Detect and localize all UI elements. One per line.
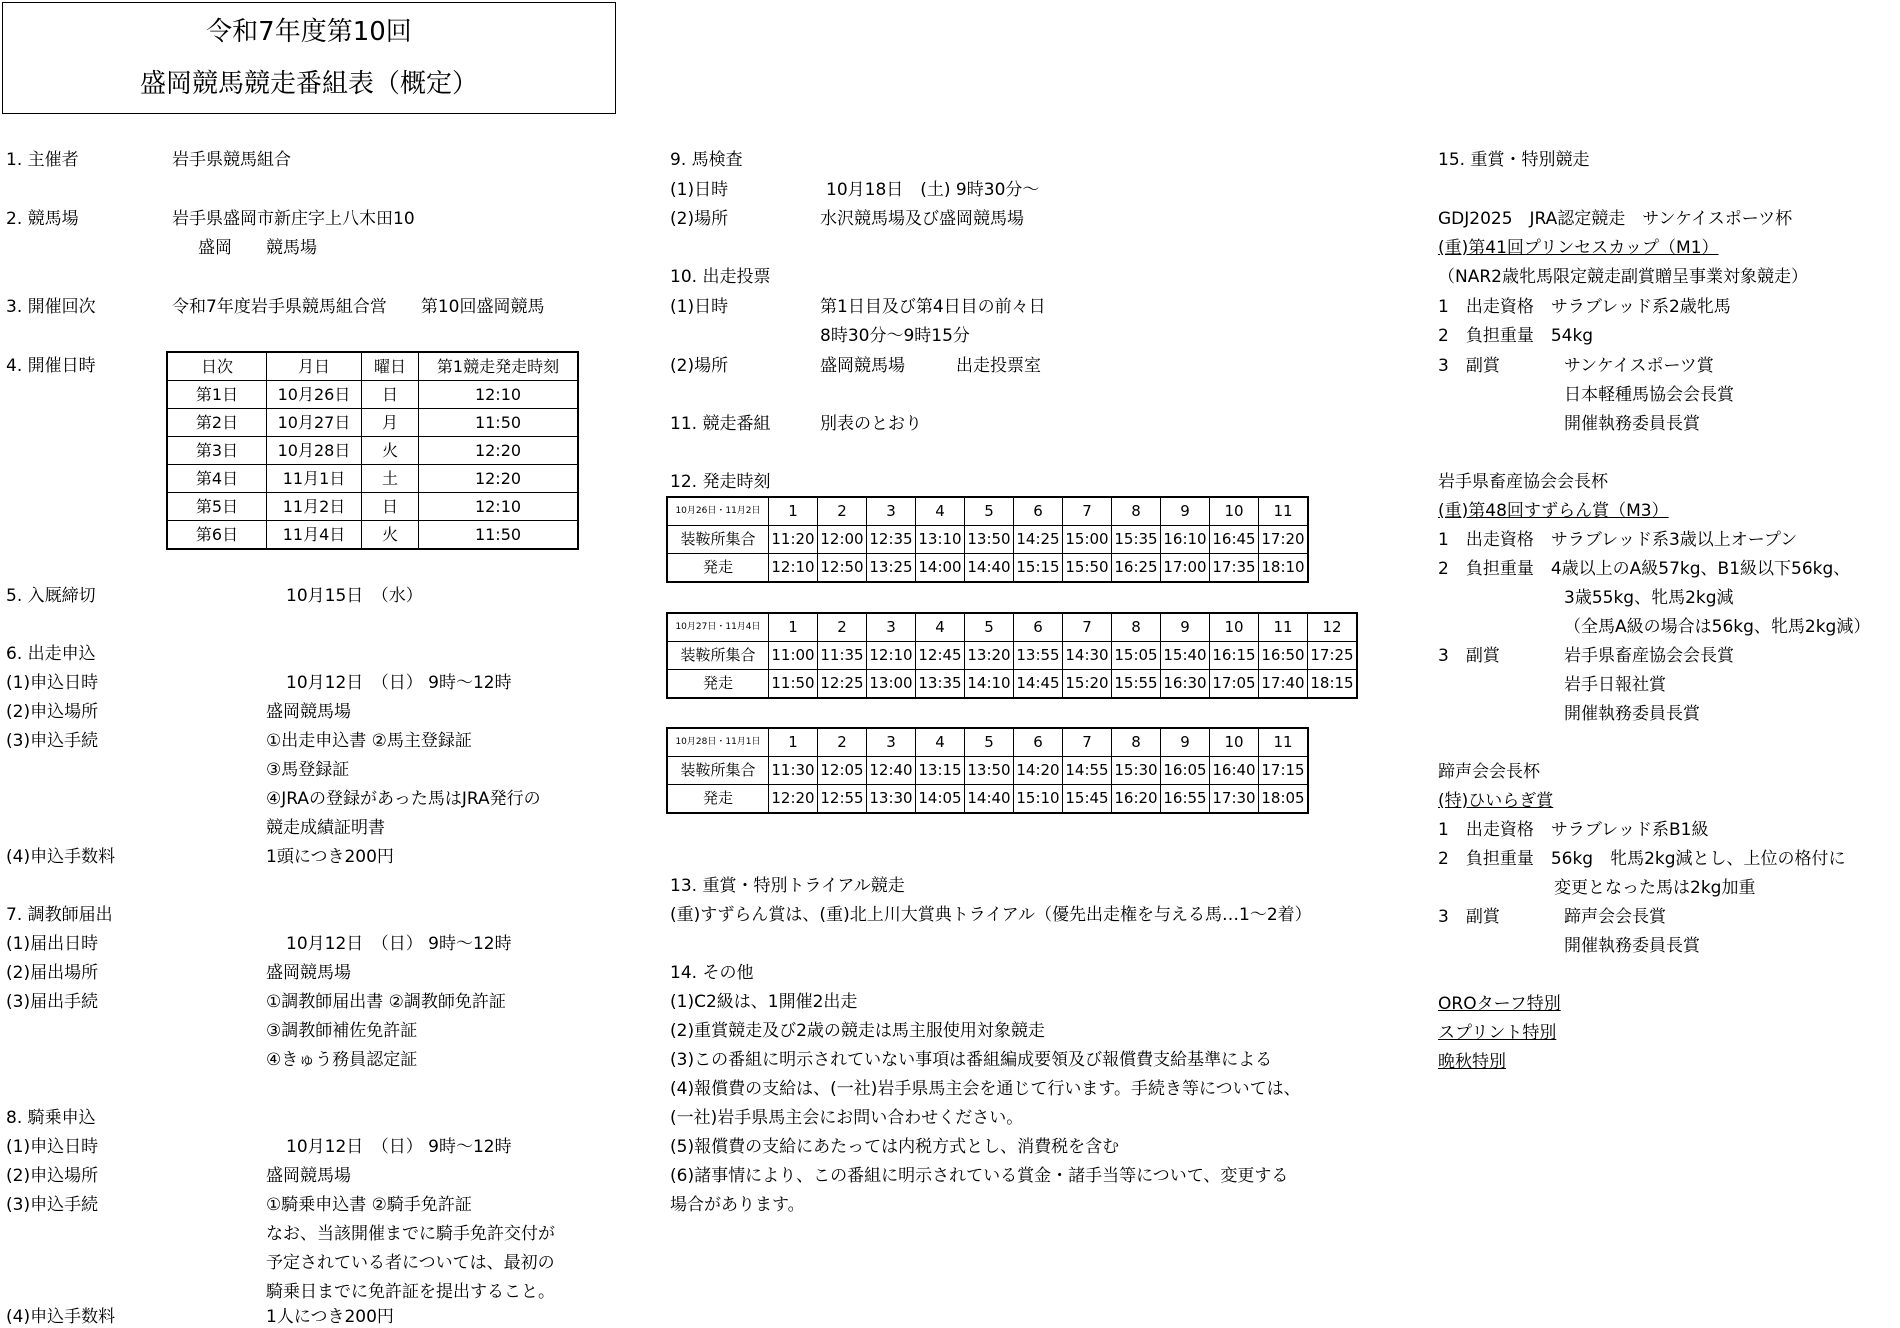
s8-v4: 1人につき200円	[266, 1307, 394, 1327]
s7-v3c: ④きゅう務員認定証	[266, 1050, 418, 1070]
race-number: 1	[769, 613, 818, 642]
s8-v1: 10月12日 （日） 9時～12時	[286, 1137, 512, 1157]
schedule-cell: 10月27日	[267, 409, 362, 437]
race-b-weight: 3歳55kg、牝馬2kg減	[1564, 588, 1734, 608]
schedule-cell: 10月26日	[267, 381, 362, 409]
time-cell: 13:50	[965, 526, 1014, 554]
race-c-title: (特)ひいらぎ賞	[1438, 791, 1554, 811]
s7-l2: (2)届出場所	[6, 963, 99, 983]
race-a-prize: 日本軽種馬協会会長賞	[1564, 385, 1734, 405]
race-c-weight: 変更となった馬は2kg加重	[1554, 878, 1756, 898]
time-cell: 11:00	[769, 642, 818, 670]
time-cell: 16:55	[1161, 785, 1210, 814]
s6-v2: 盛岡競馬場	[266, 702, 351, 722]
time-cell: 16:30	[1161, 670, 1210, 699]
time-cell: 13:55	[1014, 642, 1063, 670]
time-cell: 15:05	[1112, 642, 1161, 670]
start-time-table	[666, 496, 1309, 583]
special-race-2: スプリント特別	[1438, 1023, 1557, 1043]
time-cell: 14:45	[1014, 670, 1063, 699]
time-cell: 17:30	[1210, 785, 1259, 814]
s6-v4: 1頭につき200円	[266, 847, 394, 867]
s12-label: 12. 発走時刻	[670, 472, 771, 492]
time-cell: 16:50	[1259, 642, 1308, 670]
schedule-cell: 12:20	[419, 465, 579, 493]
s8-label: 8. 騎乗申込	[6, 1108, 96, 1128]
time-cell: 14:20	[1014, 757, 1063, 785]
schedule-row	[167, 381, 578, 409]
race-number: 3	[867, 728, 916, 757]
time-cell: 11:20	[769, 526, 818, 554]
row-label: 発走	[667, 554, 769, 583]
s10-v1a: 第1日目及び第4日目の前々日	[820, 297, 1046, 317]
race-a-qualification: 1 出走資格 サラブレッド系2歳牝馬	[1438, 297, 1731, 317]
s10-l2: (2)場所	[670, 356, 729, 376]
s14-line: (2)重賞競走及び2歳の競走は馬主服使用対象競走	[670, 1021, 1045, 1041]
s9-v1: 10月18日 (土) 9時30分～	[826, 180, 1040, 200]
s8-l1: (1)申込日時	[6, 1137, 99, 1157]
schedule-header: 曜日	[362, 352, 419, 381]
time-cell: 18:10	[1259, 554, 1309, 583]
s8-v3b: なお、当該開催までに騎手免許交付が	[266, 1224, 555, 1244]
race-number: 5	[965, 728, 1014, 757]
time-cell: 14:55	[1063, 757, 1112, 785]
race-a-note: （NAR2歳牝馬限定競走副賞贈呈事業対象競走）	[1438, 267, 1808, 287]
s2-value1: 岩手県盛岡市新庄字上八木田10	[172, 209, 415, 229]
s7-v3b: ③調教師補佐免許証	[266, 1021, 418, 1041]
race-number: 9	[1161, 497, 1210, 526]
race-number: 12	[1308, 613, 1358, 642]
s6-label: 6. 出走申込	[6, 644, 96, 664]
time-cell: 12:10	[769, 554, 818, 583]
s1-label: 1. 主催者	[6, 150, 79, 170]
assembly-time-row	[667, 757, 1308, 785]
s7-v1: 10月12日 （日） 9時～12時	[286, 934, 512, 954]
schedule-cell: 日	[362, 381, 419, 409]
schedule-row	[167, 409, 578, 437]
time-cell: 14:40	[965, 554, 1014, 583]
schedule-row	[167, 521, 578, 550]
race-b-prize: 開催執務委員長賞	[1564, 704, 1700, 724]
race-number: 9	[1161, 728, 1210, 757]
race-c-qualification: 1 出走資格 サラブレッド系B1級	[1438, 820, 1709, 840]
s6-l3: (3)申込手続	[6, 731, 99, 751]
s6-l4: (4)申込手数料	[6, 847, 116, 867]
time-cell: 15:40	[1161, 642, 1210, 670]
time-cell: 18:15	[1308, 670, 1358, 699]
race-a-head: GDJ2025 JRA認定競走 サンケイスポーツ杯	[1438, 209, 1793, 229]
s6-v1: 10月12日 （日） 9時～12時	[286, 673, 512, 693]
time-cell: 13:50	[965, 757, 1014, 785]
time-cell: 12:20	[769, 785, 818, 814]
time-cell: 12:35	[867, 526, 916, 554]
race-number: 9	[1161, 613, 1210, 642]
assembly-time-row	[667, 642, 1357, 670]
schedule-row	[167, 493, 578, 521]
race-a-prize-label: 3 副賞	[1438, 356, 1500, 376]
schedule-row	[167, 465, 578, 493]
s7-label: 7. 調教師届出	[6, 905, 113, 925]
s8-l3: (3)申込手続	[6, 1195, 99, 1215]
schedule-cell: 火	[362, 521, 419, 550]
race-c-prize: 開催執務委員長賞	[1564, 936, 1700, 956]
schedule-cell: 第2日	[167, 409, 267, 437]
s14-line: (4)報償費の支給は、(一社)岩手県馬主会を通じて行います。手続き等については、	[670, 1079, 1301, 1099]
race-c-head: 蹄声会会長杯	[1438, 762, 1540, 782]
time-cell: 15:45	[1063, 785, 1112, 814]
time-cell: 17:20	[1259, 526, 1309, 554]
time-cell: 14:40	[965, 785, 1014, 814]
s10-v1b: 8時30分～9時15分	[820, 326, 970, 346]
schedule-cell: 土	[362, 465, 419, 493]
time-cell: 12:00	[818, 526, 867, 554]
table-head: 10月27日・11月4日	[667, 613, 769, 642]
time-cell: 15:15	[1014, 554, 1063, 583]
s10-l1: (1)日時	[670, 297, 729, 317]
race-b-qualification: 1 出走資格 サラブレッド系3歳以上オープン	[1438, 530, 1798, 550]
race-number-row	[667, 613, 1357, 642]
s8-l2: (2)申込場所	[6, 1166, 99, 1186]
s13-value: (重)すずらん賞は、(重)北上川大賞典トライアル（優先出走権を与える馬…1～2着）	[670, 905, 1312, 925]
start-time-row	[667, 670, 1357, 699]
time-cell: 12:10	[867, 642, 916, 670]
time-cell: 14:05	[916, 785, 965, 814]
race-number: 7	[1063, 497, 1112, 526]
race-number: 6	[1014, 728, 1063, 757]
row-label: 装鞍所集合	[667, 757, 769, 785]
s8-v3c: 予定されている者については、最初の	[266, 1253, 555, 1273]
time-cell: 15:55	[1112, 670, 1161, 699]
schedule-cell: 12:10	[419, 493, 579, 521]
time-cell: 17:35	[1210, 554, 1259, 583]
s14-line: (6)諸事情により、この番組に明示されている賞金・諸手当等について、変更する	[670, 1166, 1289, 1186]
s8-v2: 盛岡競馬場	[266, 1166, 351, 1186]
s7-v3a: ①調教師届出書 ②調教師免許証	[266, 992, 506, 1012]
race-number: 11	[1259, 497, 1309, 526]
s14-line: (5)報償費の支給にあたっては内税方式とし、消費税を含む	[670, 1137, 1120, 1157]
schedule-cell: 第1日	[167, 381, 267, 409]
start-time-table	[666, 612, 1358, 699]
special-race-3: 晩秋特別	[1438, 1052, 1506, 1072]
time-cell: 12:05	[818, 757, 867, 785]
race-number: 8	[1112, 613, 1161, 642]
s6-v3d: 競走成績証明書	[266, 818, 385, 838]
schedule-cell: 月	[362, 409, 419, 437]
start-time-row	[667, 554, 1308, 583]
time-cell: 13:15	[916, 757, 965, 785]
s14-line: (一社)岩手県馬主会にお問い合わせください。	[670, 1108, 1024, 1128]
race-b-prize: 岩手県畜産協会会長賞	[1564, 646, 1734, 666]
race-a-title: (重)第41回プリンセスカップ（M1）	[1438, 238, 1719, 258]
start-time-table	[666, 727, 1309, 814]
row-label: 装鞍所集合	[667, 526, 769, 554]
race-number: 3	[867, 613, 916, 642]
time-cell: 13:00	[867, 670, 916, 699]
special-race-1: OROターフ特別	[1438, 994, 1561, 1014]
s7-v2: 盛岡競馬場	[266, 963, 351, 983]
table-head: 10月26日・11月2日	[667, 497, 769, 526]
race-number: 2	[818, 497, 867, 526]
race-b-prize: 岩手日報社賞	[1564, 675, 1666, 695]
race-number: 8	[1112, 497, 1161, 526]
time-cell: 14:10	[965, 670, 1014, 699]
time-cell: 17:00	[1161, 554, 1210, 583]
time-cell: 13:10	[916, 526, 965, 554]
s8-v3d: 騎乗日までに免許証を提出すること。	[266, 1282, 555, 1302]
race-number: 5	[965, 613, 1014, 642]
time-cell: 15:50	[1063, 554, 1112, 583]
time-cell: 15:10	[1014, 785, 1063, 814]
race-number: 3	[867, 497, 916, 526]
time-cell: 16:40	[1210, 757, 1259, 785]
time-cell: 13:30	[867, 785, 916, 814]
race-number: 8	[1112, 728, 1161, 757]
race-b-weight: 2 負担重量 4歳以上のA級57kg、B1級以下56kg、	[1438, 559, 1851, 579]
s14-label: 14. その他	[670, 963, 754, 983]
time-cell: 11:30	[769, 757, 818, 785]
s9-label: 9. 馬検査	[670, 150, 743, 170]
s8-v3a: ①騎乗申込書 ②騎手免許証	[266, 1195, 472, 1215]
time-cell: 11:50	[769, 670, 818, 699]
s10-label: 10. 出走投票	[670, 267, 771, 287]
time-cell: 17:05	[1210, 670, 1259, 699]
race-c-prize: 蹄声会会長賞	[1564, 907, 1666, 927]
s3-value: 令和7年度岩手県競馬組合営 第10回盛岡競馬	[172, 297, 545, 317]
schedule-row	[167, 437, 578, 465]
time-cell: 13:25	[867, 554, 916, 583]
race-b-weight: （全馬A級の場合は56kg、牝馬2kg減）	[1564, 617, 1871, 637]
s1-value: 岩手県競馬組合	[172, 150, 291, 170]
s14-line: (1)C2級は、1開催2出走	[670, 992, 858, 1012]
race-a-weight: 2 負担重量 54kg	[1438, 326, 1594, 346]
race-number: 7	[1063, 613, 1112, 642]
schedule-header: 月日	[267, 352, 362, 381]
race-number: 10	[1210, 613, 1259, 642]
row-label: 発走	[667, 785, 769, 814]
s3-label: 3. 開催回次	[6, 297, 96, 317]
time-cell: 17:25	[1308, 642, 1358, 670]
race-a-prize: サンケイスポーツ賞	[1564, 356, 1714, 376]
race-number: 4	[916, 613, 965, 642]
race-b-prize-label: 3 副賞	[1438, 646, 1500, 666]
s5-value: 10月15日 （水）	[286, 586, 423, 606]
s9-l2: (2)場所	[670, 209, 729, 229]
race-number: 10	[1210, 728, 1259, 757]
time-cell: 16:20	[1112, 785, 1161, 814]
time-cell: 12:55	[818, 785, 867, 814]
s11-label: 11. 競走番組	[670, 414, 771, 434]
race-number: 4	[916, 497, 965, 526]
table-head: 10月28日・11月1日	[667, 728, 769, 757]
race-number: 6	[1014, 613, 1063, 642]
time-cell: 12:25	[818, 670, 867, 699]
s11-value: 別表のとおり	[820, 414, 922, 434]
s10-v2: 盛岡競馬場 出走投票室	[820, 356, 1041, 376]
s14-line: 場合があります。	[670, 1195, 805, 1215]
race-number: 11	[1259, 728, 1309, 757]
race-b-title: (重)第48回すずらん賞（M3）	[1438, 501, 1669, 521]
schedule-cell: 11:50	[419, 409, 579, 437]
s6-v3b: ③馬登録証	[266, 760, 350, 780]
time-cell: 16:25	[1112, 554, 1161, 583]
time-cell: 18:05	[1259, 785, 1309, 814]
race-number: 2	[818, 728, 867, 757]
time-cell: 17:15	[1259, 757, 1309, 785]
schedule-cell: 第4日	[167, 465, 267, 493]
schedule-cell: 日	[362, 493, 419, 521]
row-label: 発走	[667, 670, 769, 699]
schedule-cell: 第6日	[167, 521, 267, 550]
s4-label: 4. 開催日時	[6, 356, 96, 376]
race-number-row	[667, 497, 1308, 526]
s9-v2: 水沢競馬場及び盛岡競馬場	[820, 209, 1024, 229]
time-cell: 11:35	[818, 642, 867, 670]
title-box	[2, 2, 616, 114]
race-c-weight: 2 負担重量 56kg 牝馬2kg減とし、上位の格付に	[1438, 849, 1846, 869]
schedule-cell: 11月4日	[267, 521, 362, 550]
s15-label: 15. 重賞・特別競走	[1438, 150, 1590, 170]
schedule-header: 第1競走発走時刻	[419, 352, 579, 381]
time-cell: 15:35	[1112, 526, 1161, 554]
time-cell: 15:00	[1063, 526, 1112, 554]
row-label: 装鞍所集合	[667, 642, 769, 670]
time-cell: 16:05	[1161, 757, 1210, 785]
schedule-table	[166, 351, 579, 550]
schedule-cell: 第5日	[167, 493, 267, 521]
race-number: 1	[769, 497, 818, 526]
s6-v3a: ①出走申込書 ②馬主登録証	[266, 731, 472, 751]
race-number: 1	[769, 728, 818, 757]
race-a-prize: 開催執務委員長賞	[1564, 414, 1700, 434]
s6-l2: (2)申込場所	[6, 702, 99, 722]
race-number: 7	[1063, 728, 1112, 757]
schedule-cell: 12:20	[419, 437, 579, 465]
schedule-cell: 11月2日	[267, 493, 362, 521]
time-cell: 15:20	[1063, 670, 1112, 699]
time-cell: 16:45	[1210, 526, 1259, 554]
race-number-row	[667, 728, 1308, 757]
schedule-cell: 11月1日	[267, 465, 362, 493]
title-line1: 令和7年度第10回	[206, 17, 412, 47]
s13-label: 13. 重賞・特別トライアル競走	[670, 876, 905, 896]
time-cell: 16:10	[1161, 526, 1210, 554]
s6-l1: (1)申込日時	[6, 673, 99, 693]
race-number: 5	[965, 497, 1014, 526]
race-b-head: 岩手県畜産協会会長杯	[1438, 472, 1608, 492]
race-number: 2	[818, 613, 867, 642]
schedule-cell: 火	[362, 437, 419, 465]
s7-l1: (1)届出日時	[6, 934, 99, 954]
title-line2: 盛岡競馬競走番組表（概定）	[139, 69, 478, 99]
schedule-cell: 第3日	[167, 437, 267, 465]
time-cell: 12:40	[867, 757, 916, 785]
s5-label: 5. 入厩締切	[6, 586, 96, 606]
time-cell: 16:15	[1210, 642, 1259, 670]
time-cell: 12:45	[916, 642, 965, 670]
time-cell: 12:50	[818, 554, 867, 583]
race-number: 11	[1259, 613, 1308, 642]
schedule-header-row	[167, 352, 578, 381]
assembly-time-row	[667, 526, 1308, 554]
s2-value2: 盛岡 競馬場	[198, 238, 317, 258]
time-cell: 17:40	[1259, 670, 1308, 699]
race-number: 6	[1014, 497, 1063, 526]
start-time-row	[667, 785, 1308, 814]
schedule-header: 日次	[167, 352, 267, 381]
s14-line: (3)この番組に明示されていない事項は番組編成要領及び報償費支給基準による	[670, 1050, 1273, 1070]
race-number: 10	[1210, 497, 1259, 526]
time-cell: 15:30	[1112, 757, 1161, 785]
schedule-cell: 12:10	[419, 381, 579, 409]
time-cell: 14:25	[1014, 526, 1063, 554]
s9-l1: (1)日時	[670, 180, 729, 200]
time-cell: 14:30	[1063, 642, 1112, 670]
time-cell: 13:35	[916, 670, 965, 699]
s2-label: 2. 競馬場	[6, 209, 79, 229]
race-c-prize-label: 3 副賞	[1438, 907, 1500, 927]
time-cell: 13:20	[965, 642, 1014, 670]
s7-l3: (3)届出手続	[6, 992, 99, 1012]
race-number: 4	[916, 728, 965, 757]
time-cell: 14:00	[916, 554, 965, 583]
s8-l4: (4)申込手数料	[6, 1307, 116, 1327]
schedule-cell: 11:50	[419, 521, 579, 550]
schedule-cell: 10月28日	[267, 437, 362, 465]
s6-v3c: ④JRAの登録があった馬はJRA発行の	[266, 789, 541, 809]
